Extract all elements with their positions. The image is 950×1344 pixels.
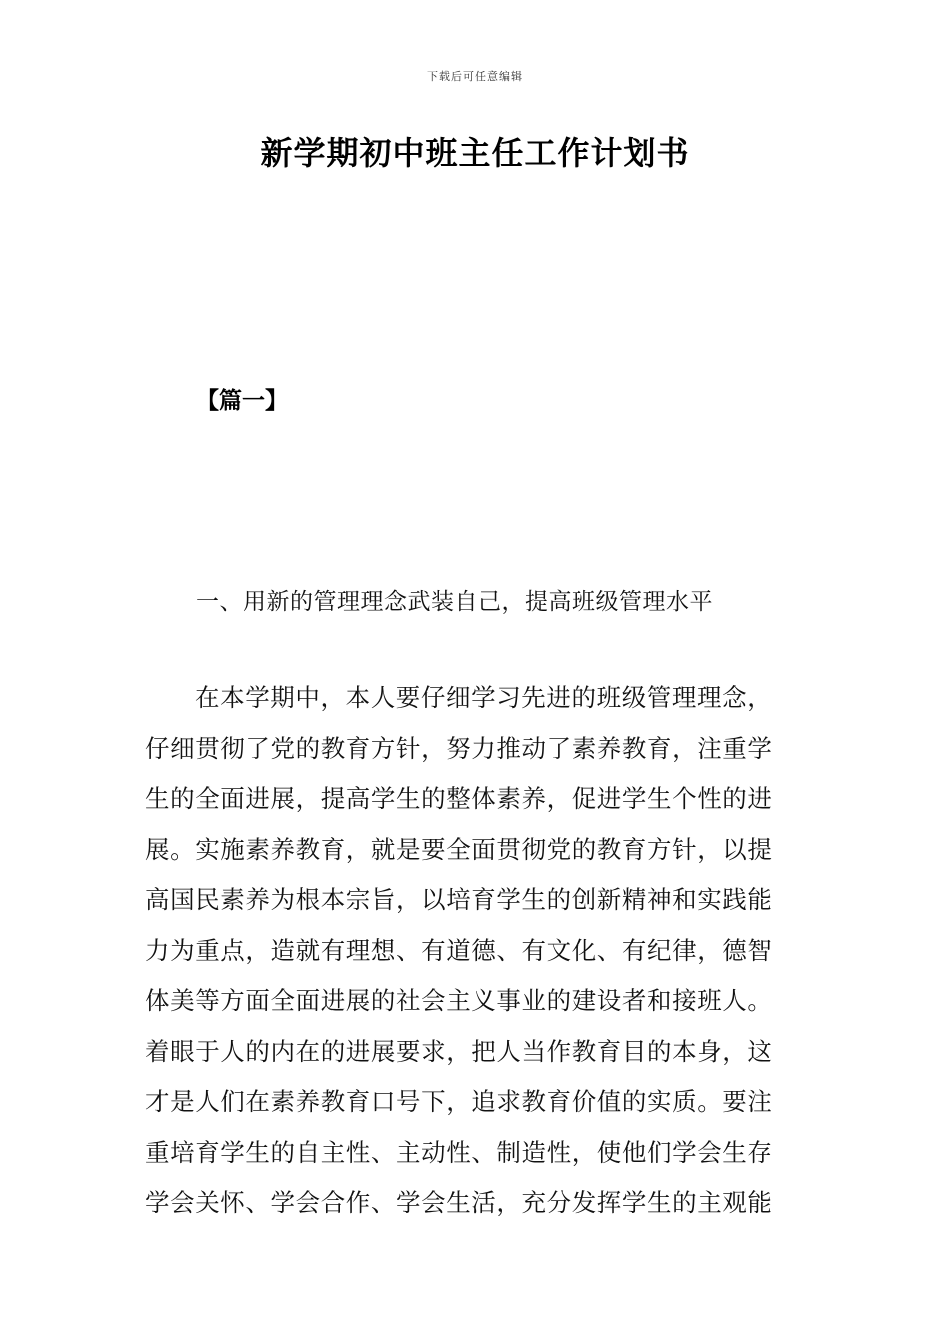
section-heading: 一、用新的管理理念武装自己，提高班级管理水平: [196, 589, 713, 615]
body-line: 仔细贯彻了党的教育方针，努力推动了素养教育，注重学: [145, 733, 773, 763]
body-line: 在本学期中，本人要仔细学习先进的班级管理理念，: [195, 683, 773, 712]
body-line: 学会关怀、学会合作、学会生活，充分发挥学生的主观能: [145, 1188, 773, 1217]
body-line: 才是人们在素养教育口号下，追求教育价值的实质。要注: [145, 1087, 773, 1116]
body-line: 高国民素养为根本宗旨，以培育学生的创新精神和实践能: [145, 885, 773, 914]
header-note: 下载后可任意编辑: [427, 70, 523, 83]
body-line: 重培育学生的自主性、主动性、制造性，使他们学会生存: [145, 1137, 773, 1167]
body-line: 展。实施素养教育，就是要全面贯彻党的教育方针，以提: [145, 834, 773, 864]
body-line: 体美等方面全面进展的社会主义事业的建设者和接班人。: [145, 986, 773, 1015]
section-tag: 【篇一】: [196, 388, 288, 414]
body-paragraph: [145, 682, 815, 1238]
document-title: 新学期初中班主任工作计划书: [260, 134, 690, 172]
body-line: 力为重点，造就有理想、有道德、有文化、有纪律，德智: [145, 935, 773, 965]
body-line: 生的全面进展，提高学生的整体素养，促进学生个性的进: [145, 784, 773, 813]
body-line: 着眼于人的内在的进展要求，把人当作教育目的本身，这: [145, 1036, 773, 1066]
